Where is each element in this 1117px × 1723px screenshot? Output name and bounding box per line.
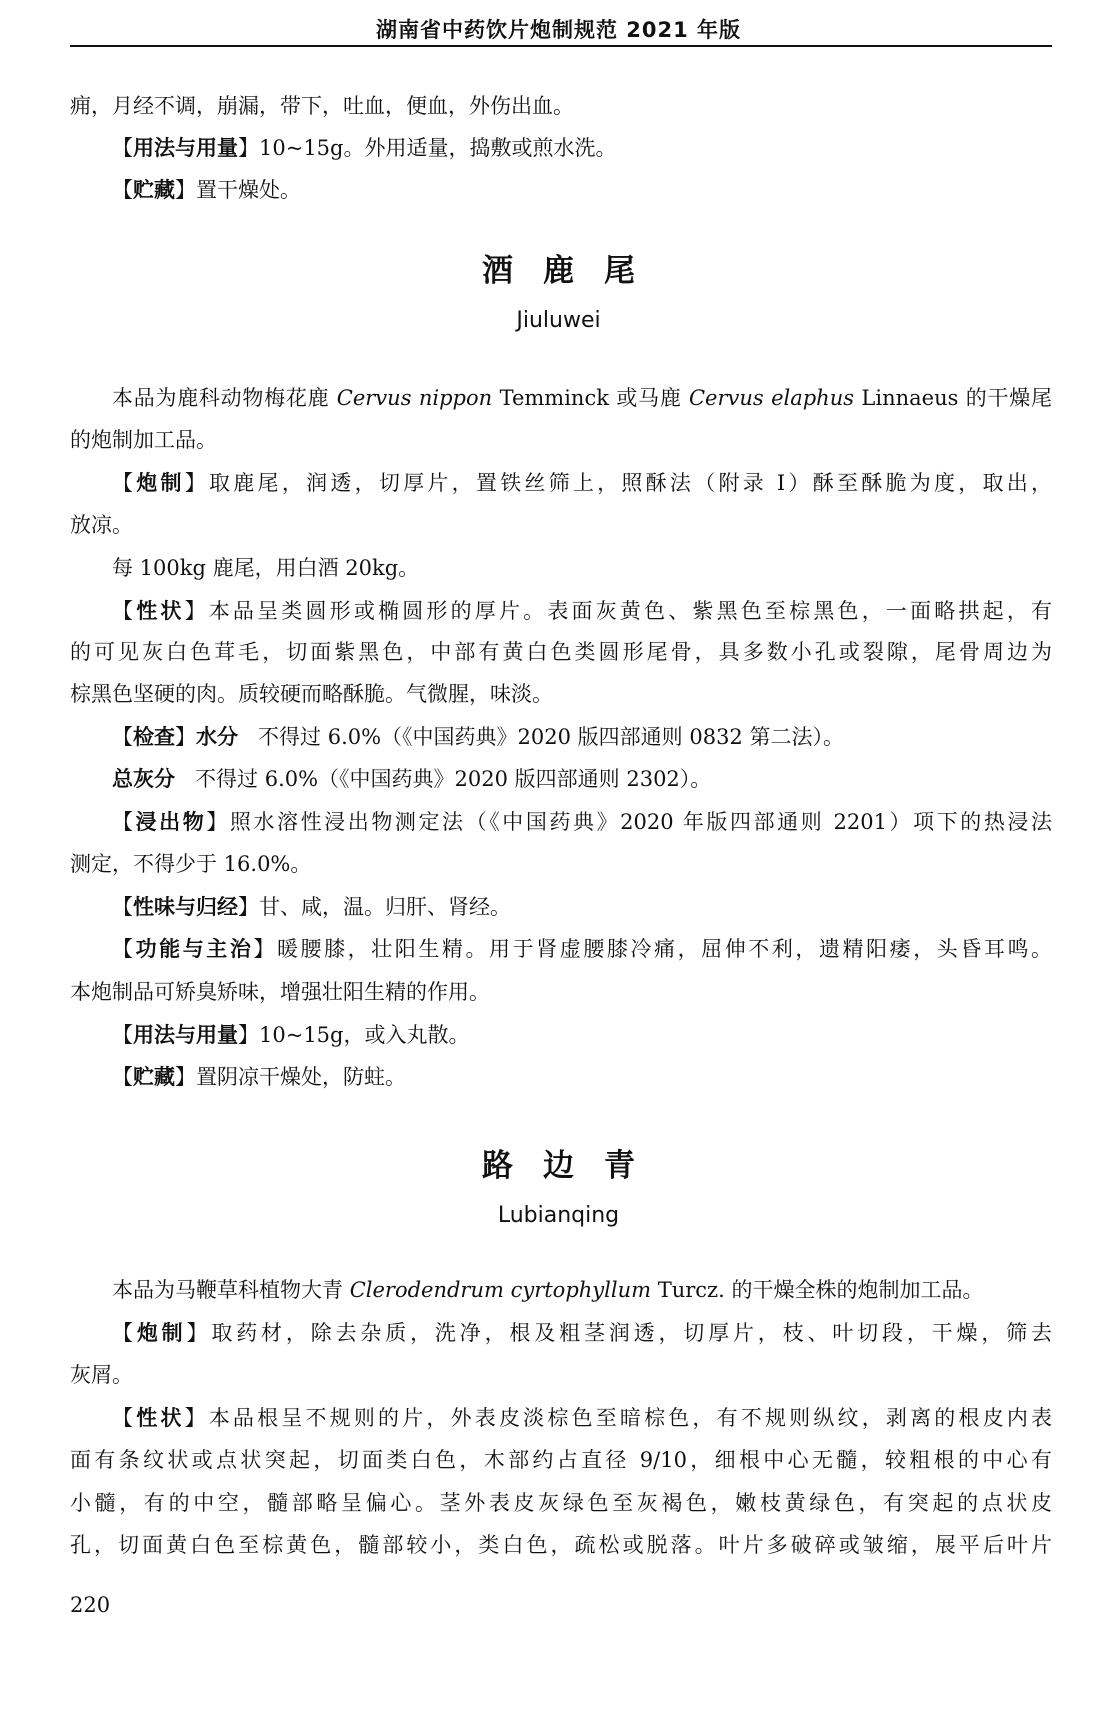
section-label: 浸出物 (135, 810, 207, 834)
description-line-3: 小髓，有的中空，髓部略呈偏心。茎外表皮灰绿色至灰褐色，嫩枝黄绿色，有突起的点状皮 (70, 1491, 1052, 1515)
function-line-2: 本炮制品可矫臭矫味，增强壮阳生精的作用。 (70, 980, 490, 1004)
source-line: 本品为马鞭草科植物大青 Clerodendrum cyrtophyllum Turcz. 的干燥全株的炮制加工品。 (112, 1278, 984, 1302)
function-line: 【功能与主治】暖腰膝，壮阳生精。用于肾虚腰膝冷痛，屈伸不利，遗精阳痿，头昏耳鸣。 (112, 937, 1052, 961)
processing-line: 【炮制】取药材，除去杂质，洗净，根及粗茎润透，切厚片，枝、叶切段，干燥，筛去 (112, 1321, 1052, 1345)
processing-line: 【炮制】取鹿尾，润透，切厚片，置铁丝筛上，照酥法（附录 Ⅰ）酥至酥脆为度，取出， (112, 471, 1052, 495)
description-line-3: 棕黑色坚硬的肉。质较硬而略酥脆。气微腥，味淡。 (70, 682, 553, 706)
usage-line: 【用法与用量】10~15g，或入丸散。 (112, 1023, 470, 1047)
entry-title: 酒鹿尾 (482, 253, 665, 289)
section-label: 炮制 (136, 471, 185, 495)
processing-line-2: 灰屑。 (70, 1363, 133, 1387)
section-label: 炮制 (136, 1321, 187, 1345)
description-line-2: 的可见灰白色茸毛，切面紫黑色，中部有黄白色类圆形尾骨，具多数小孔或裂隙，尾骨周边为 (70, 640, 1052, 664)
section-label: 性状 (136, 599, 185, 623)
entry-pinyin: Jiuluwei (516, 308, 601, 333)
section-label: 用法与用量 (133, 136, 238, 160)
description-line: 【性状】本品根呈不规则的片，外表皮淡棕色至暗棕色，有不规则纵纹，剥离的根皮内表 (112, 1406, 1052, 1430)
entry-pinyin: Lubianqing (497, 1203, 620, 1228)
ash-line: 总灰分 不得过 6.0%（《中国药典》2020 版四部通则 2302）。 (112, 767, 712, 791)
section-label: 检查 (133, 725, 175, 749)
section-label: 性状 (136, 1406, 185, 1430)
running-head: 湖南省中药饮片炮制规范 2021 年版 (375, 18, 742, 42)
entry-title: 路边青 (482, 1148, 665, 1184)
source-line: 本品为鹿科动物梅花鹿 Cervus nippon Temminck 或马鹿 Cervus elaphus Linnaeus 的干燥尾 (112, 386, 1052, 410)
section-label: 性味与归经 (133, 895, 238, 919)
storage-line: 【贮藏】置阴凉干燥处，防蛀。 (112, 1065, 406, 1089)
section-label: 用法与用量 (133, 1023, 238, 1047)
section-label: 贮藏 (133, 1065, 175, 1089)
source-line-2: 的炮制加工品。 (70, 428, 217, 452)
page-number: 220 (70, 1593, 111, 1617)
description-line-4: 孔，切面黄白色至棕黄色，髓部较小，类白色，疏松或脱落。叶片多破碎或皱缩，展平后叶片 (70, 1533, 1052, 1557)
storage-line: 【贮藏】置干燥处。 (112, 178, 301, 202)
processing-line-2: 放凉。 (70, 513, 133, 537)
inspection-line: 【检查】水分 不得过 6.0%（《中国药典》2020 版四部通则 0832 第二法）。 (112, 725, 844, 749)
header-rule (70, 45, 1052, 47)
ratio-line: 每 100kg 鹿尾，用白酒 20kg。 (112, 556, 420, 580)
extract-line: 【浸出物】照水溶性浸出物测定法（《中国药典》2020 年版四部通则 2201）项下的热浸法 (112, 810, 1052, 834)
usage-line: 【用法与用量】10~15g。外用适量，捣敷或煎水洗。 (112, 136, 617, 160)
description-line-2: 面有条纹状或点状突起，切面类白色，木部约占直径 9/10，细根中心无髓，较粗根的中心有 (70, 1448, 1052, 1472)
carryover-line: 痈，月经不调，崩漏，带下，吐血，便血，外伤出血。 (70, 94, 574, 118)
description-line: 【性状】本品呈类圆形或椭圆形的厚片。表面灰黄色、紫黑色至棕黑色，一面略拱起，有 (112, 599, 1052, 623)
nature-line: 【性味与归经】甘、咸，温。归肝、肾经。 (112, 895, 511, 919)
section-label: 贮藏 (133, 178, 175, 202)
section-label: 功能与主治 (135, 937, 254, 961)
extract-line-2: 测定，不得少于 16.0%。 (70, 852, 312, 876)
